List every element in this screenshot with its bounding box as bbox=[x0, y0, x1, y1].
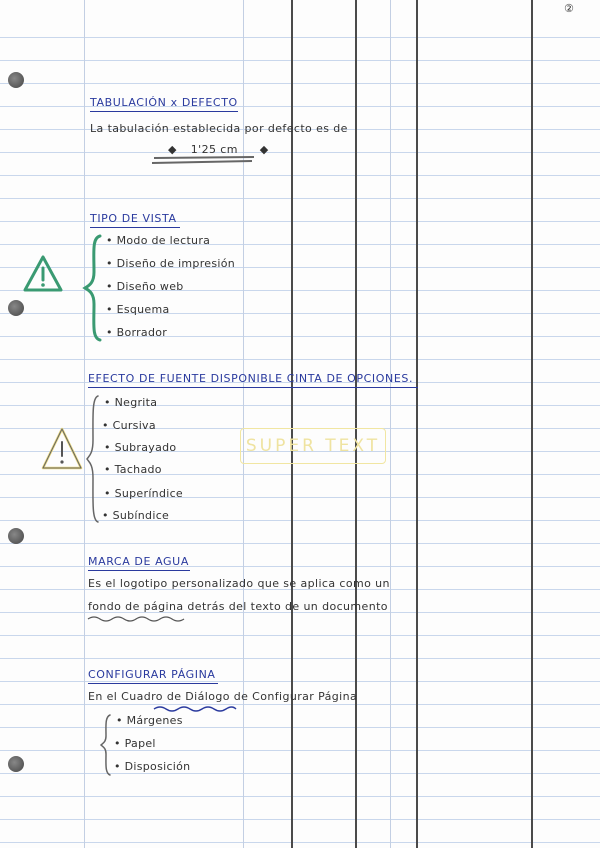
heading-underline bbox=[90, 111, 238, 112]
wavy-underline-icon bbox=[86, 614, 186, 624]
list-item-configurar: • Disposición bbox=[114, 760, 191, 773]
list-item-efecto: • Subrayado bbox=[104, 441, 177, 454]
list-item-efecto: • Subíndice bbox=[102, 509, 170, 522]
heading-configurar-pagina: CONFIGURAR PÁGINA bbox=[88, 668, 216, 681]
page-number: ② bbox=[564, 2, 574, 15]
heading-underline bbox=[88, 683, 218, 684]
heading-underline bbox=[88, 570, 190, 571]
binder-hole bbox=[8, 72, 24, 88]
list-item-efecto: • Tachado bbox=[104, 463, 162, 476]
marca-text-line: fondo de página detrás del texto de un documento bbox=[88, 600, 388, 613]
marca-text-line: Es el logotipo personalizado que se aplica como un bbox=[88, 577, 390, 590]
configurar-text: En el Cuadro de Diálogo de Configurar Página bbox=[88, 690, 358, 703]
grid-line-dark bbox=[355, 0, 357, 848]
grid-line bbox=[390, 0, 391, 848]
tabulacion-value: 1'25 cm bbox=[190, 143, 238, 156]
binder-hole bbox=[8, 528, 24, 544]
double-underline-icon bbox=[150, 155, 260, 167]
list-item-configurar: • Papel bbox=[114, 737, 156, 750]
list-item-efecto: • Negrita bbox=[104, 396, 158, 409]
binder-hole bbox=[8, 756, 24, 772]
list-item-vista: • Esquema bbox=[106, 303, 170, 316]
grid-line-dark bbox=[531, 0, 533, 848]
brace-gray-icon bbox=[84, 392, 102, 526]
heading-tipo-de-vista: TIPO DE VISTA bbox=[90, 212, 177, 225]
warning-triangle-yellow-icon bbox=[40, 426, 84, 472]
heading-tabulacion: TABULACIÓN x DEFECTO bbox=[90, 96, 238, 109]
brace-green-icon bbox=[82, 232, 104, 344]
heading-underline bbox=[90, 227, 180, 228]
list-item-configurar: • Márgenes bbox=[116, 714, 183, 727]
list-item-vista: • Diseño web bbox=[106, 280, 184, 293]
warning-triangle-green-icon bbox=[22, 254, 64, 294]
heading-efecto-fuente: EFECTO DE FUENTE DISPONIBLE CINTA DE OPCIONES. bbox=[88, 372, 414, 385]
list-item-efecto: • Cursiva bbox=[102, 419, 156, 432]
grid-line-dark bbox=[416, 0, 418, 848]
list-item-vista: • Modo de lectura bbox=[106, 234, 211, 247]
list-item-vista: • Borrador bbox=[106, 326, 168, 339]
heading-marca-de-agua: MARCA DE AGUA bbox=[88, 555, 189, 568]
binder-hole bbox=[8, 300, 24, 316]
diamond-icon: ◆ bbox=[168, 143, 177, 156]
wavy-underline-blue-icon bbox=[152, 704, 238, 714]
diamond-icon: ◆ bbox=[259, 143, 269, 156]
watermark-example: SUPER TEXT bbox=[240, 428, 386, 464]
heading-underline bbox=[88, 387, 418, 388]
list-item-efecto: • Superíndice bbox=[104, 487, 184, 500]
tabulacion-text: La tabulación establecida por defecto es de bbox=[90, 122, 348, 135]
brace-gray-icon bbox=[98, 712, 114, 778]
list-item-vista: • Diseño de impresión bbox=[106, 257, 236, 270]
